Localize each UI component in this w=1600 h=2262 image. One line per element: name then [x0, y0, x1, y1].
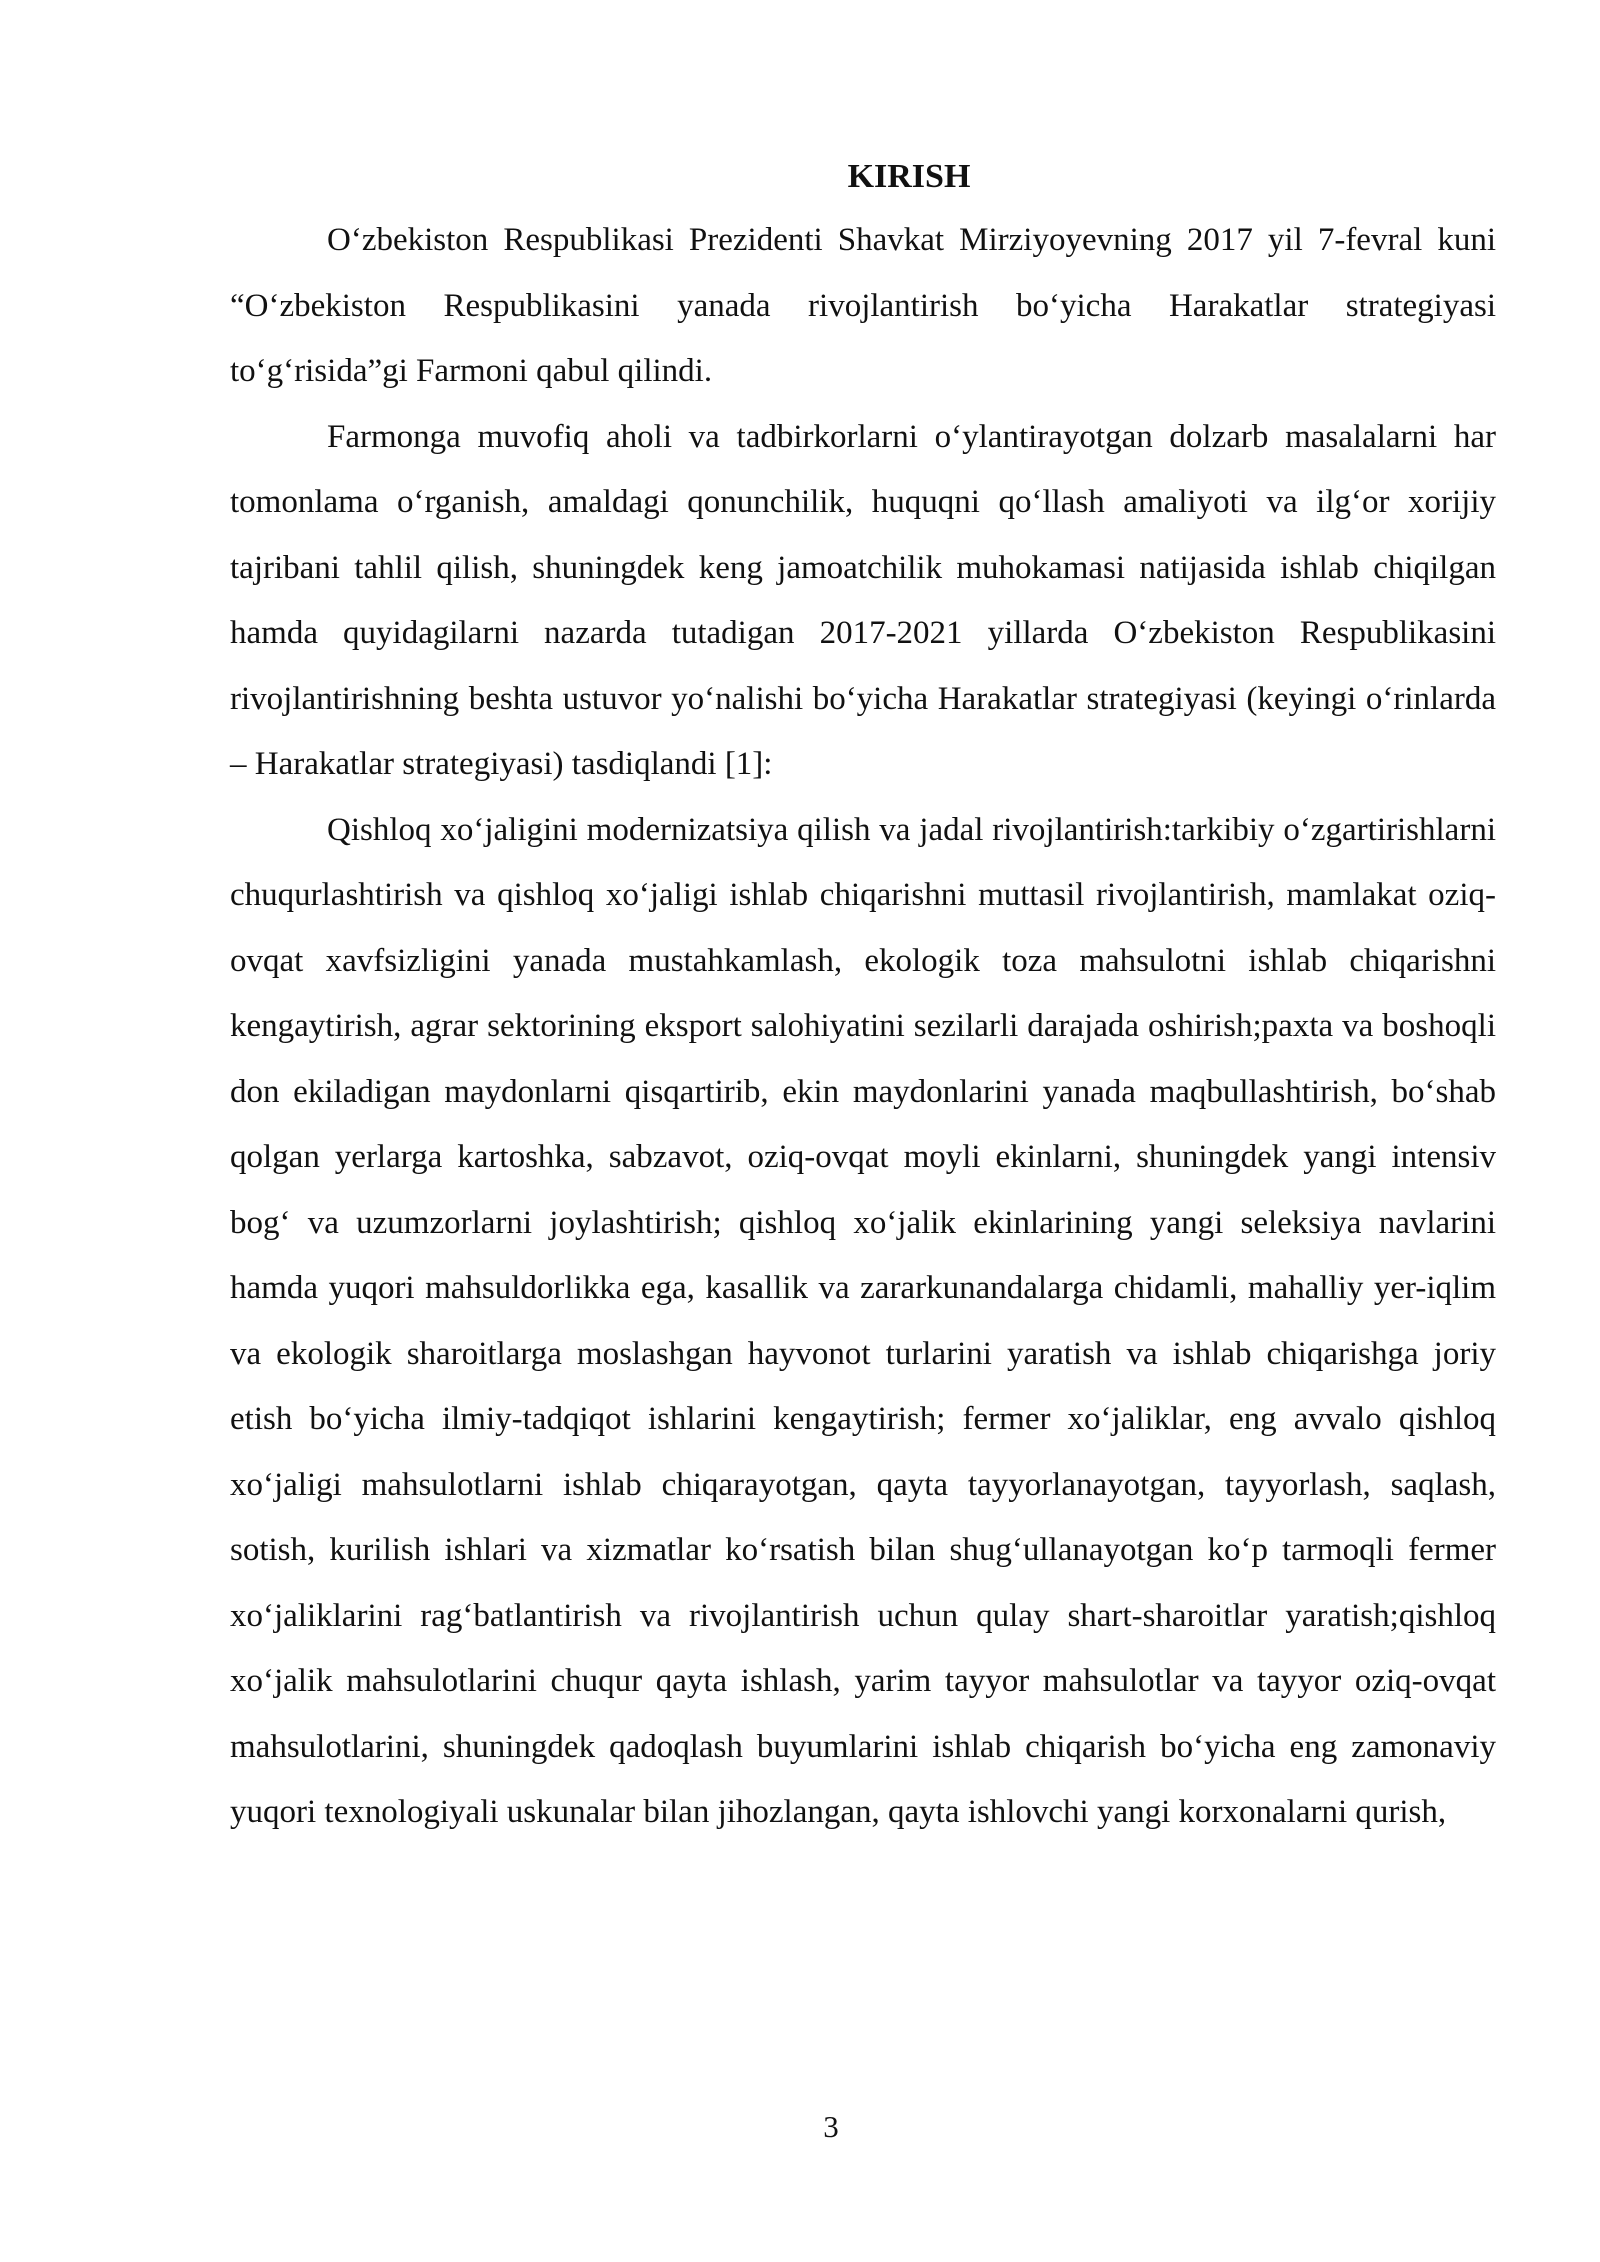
paragraph-decree-intro: O‘zbekiston Respublikasi Prezidenti Shavkat Mirziyoyevning 2017 yil 7-fevral kuni “O‘zbekiston Respublikasini yanada rivojlantirish bo‘yicha Harakatlar strategiyasi to‘g‘risida”gi Farmoni qabul qilindi. [230, 222, 1496, 389]
page-heading: KIRISH [847, 158, 971, 195]
page-content [230, 146, 1496, 1846]
paragraph-strategy-approval: Farmonga muvofiq aholi va tadbirkorlarni o‘ylantirayotgan dolzarb masalalarni har tomonlama o‘rganish, amaldagi qonunchilik, huquqni qo‘llash amaliyoti va ilg‘or xorijiy tajribani tahlil qilish, shuningdek keng jamoatchilik muhokamasi natijasida ishlab chiqilgan hamda quyidagilarni nazarda tutadigan 2017-2021 yillarda O‘zbekiston Respublikasini rivojlantirishning beshta ustuvor yo‘nalishi bo‘yicha Harakatlar strategiyasi (keyingi o‘rinlarda – Harakatlar strategiyasi) tasdiqlandi [1]: [230, 418, 1496, 782]
page-number: 3 [823, 2109, 839, 2144]
paragraph-agriculture-modernization: Qishloq xo‘jaligini modernizatsiya qilish va jadal rivojlantirish:tarkibiy o‘zgartirishlarni chuqurlashtirish va qishloq xo‘jaligi ishlab chiqarishni muttasil rivojlantirish, mamlakat oziq-ovqat xavfsizligini yanada mustahkamlash, ekologik toza mahsulotni ishlab chiqarishni kengaytirish, agrar sektorining eksport salohiyatini sezilarli darajada oshirish;paxta va boshoqli don ekiladigan maydonlarni qisqartirib, ekin maydonlarini yanada maqbullashtirish, bo‘shab qolgan yerlarga kartoshka, sabzavot, oziq-ovqat moyli ekinlarni, shuningdek yangi intensiv bog‘ va uzumzorlarni joylashtirish; qishloq xo‘jalik ekinlarining yangi seleksiya navlarini hamda yuqori mahsuldorlikka ega, kasallik va zararkunandalarga chidamli, mahalliy yer-iqlim va ekologik sharoitlarga moslashgan hayvonot turlarini yaratish va ishlab chiqarishga joriy etish bo‘yicha ilmiy-tadqiqot ishlarini kengaytirish; fermer xo‘jaliklar, eng avvalo qishloq xo‘jaligi mahsulotlarni ishlab chiqarayotgan, qayta tayyorlanayotgan, tayyorlash, saqlash, sotish, kurilish ishlari va xizmatlar ko‘rsatish bilan shug‘ullanayotgan ko‘p tarmoqli fermer xo‘jaliklarini rag‘batlantirish va rivojlantirish uchun qulay shart-sharoitlar yaratish;qishloq xo‘jalik mahsulotlarini chuqur qayta ishlash, yarim tayyor mahsulotlar va tayyor oziq-ovqat mahsulotlarini, shuningdek qadoqlash buyumlarini ishlab chiqarish bo‘yicha eng zamonaviy yuqori texnologiyali uskunalar bilan jihozlangan, qayta ishlovchi yangi korxonalarni qurish, [230, 811, 1496, 1830]
